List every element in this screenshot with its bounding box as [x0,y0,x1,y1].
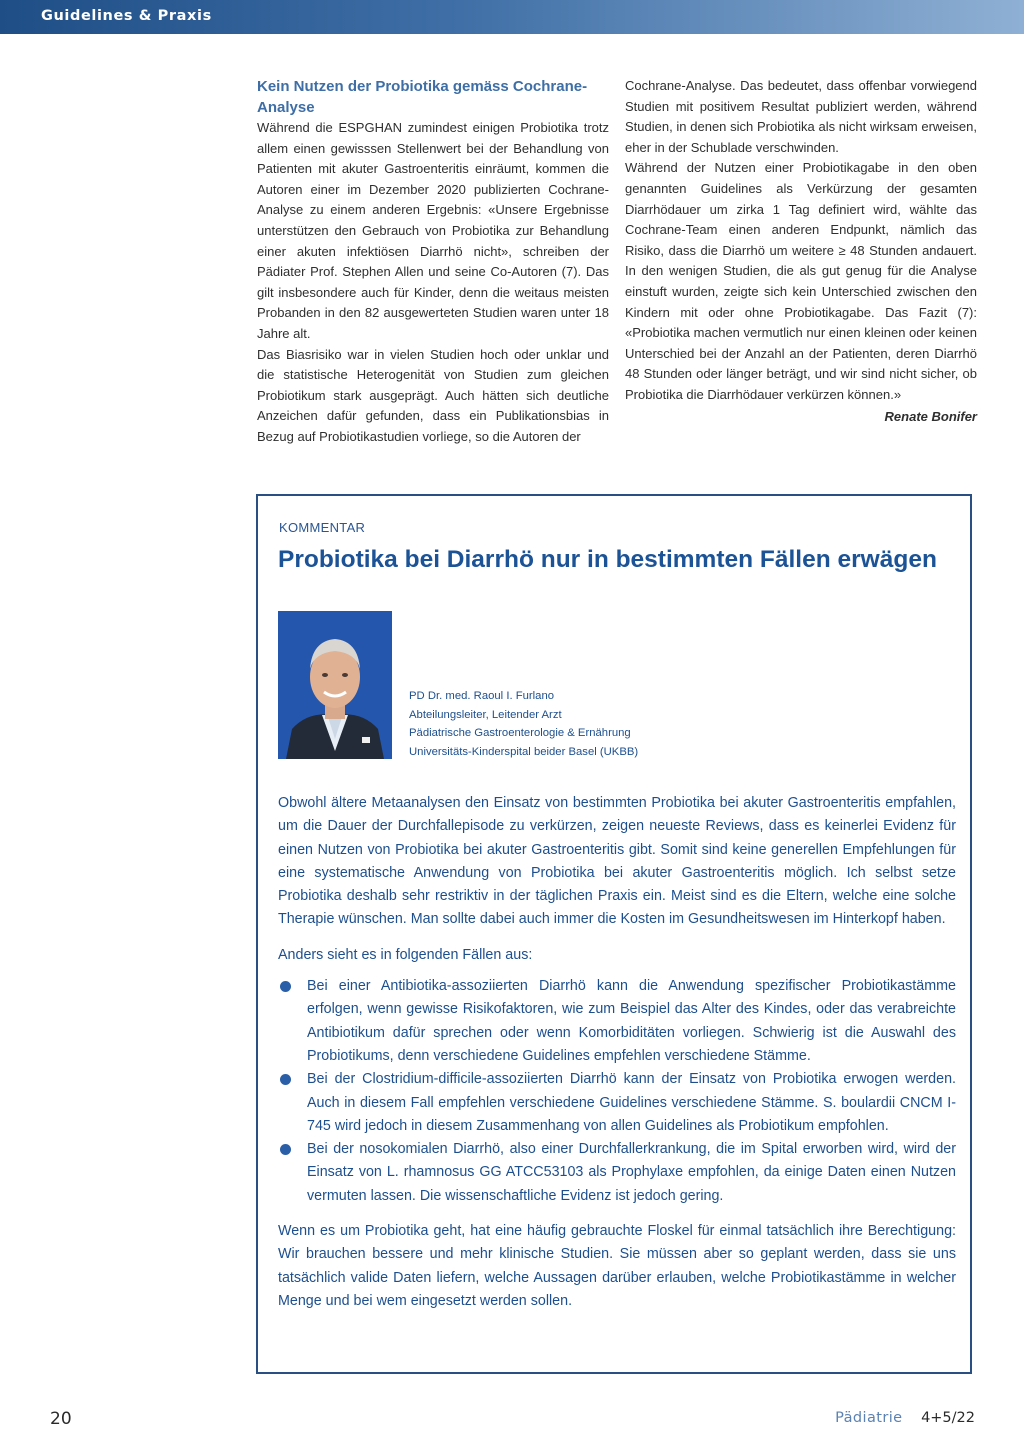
article-paragraph: Cochrane-Analyse. Das bedeutet, dass offenbar vorwiegend Studien mit positivem Resultat publiziert werden, während Studien, in denen sich Probiotika als nicht wirksam erweisen, eher in der Schublade verschwinden. [625,78,977,155]
bullet-dot-icon [280,1074,291,1085]
bullet-dot-icon [280,1144,291,1155]
commentary-intro: Obwohl ältere Metaanalysen den Einsatz von bestimmten Probiotika bei akuter Gastroenteritis empfahlen, um die Dauer der Durchfallepisode zu verkürzen, zeigen neueste Reviews, dass es keinerlei Evidenz für einen Nutzen von Probiotika bei akuter Gastroenteritis gibt. Somit sind keine generellen Empfehlungen für eine systematische Anwendung von Probiotika bei akuter Gastroenteritis möglich. Ich selbst setze Probiotika deshalb sehr restriktiv in der täglichen Praxis ein. Meist sind es die Eltern, welche eine solche Therapie wünschen. Man sollte dabei auch immer die Kosten im Gesundheitswesen im Hinterkopf haben. [278,795,956,928]
journal-footer [835,1410,975,1426]
section-title: Guidelines & Praxis [41,8,212,24]
credit-position: Abteilungsleiter, Leitender Arzt [409,708,562,721]
article-paragraph: Während die ESPGHAN zumindest einigen Probiotika trotz allem einen gewisssen Stellenwert bei der Behandlung von Patienten mit akuter Gastroenteritis einräumt, kommen die Autoren einer im Dezember 2020 publizierten Cochrane-Analyse zu einem anderen Ergebnis: «Unsere Ergebnisse unterstützen den Gebrauch von Probiotika zur Behandlung einer akuten infektiösen Diarrhö nicht», schreiben der Pädiater Prof. Stephen Allen und seine Co-Autoren (7). Das gilt insbesondere auch für Kinder, denn die weitaus meisten Probanden in den 82 ausgewerteten Studien waren unter 18 Jahre alt. [257,120,609,341]
portrait-illustration [278,611,392,759]
article-author: Renate Bonifer [884,408,977,424]
list-item [278,1138,956,1208]
list-item [278,975,956,1068]
section-header-bar [0,0,1024,34]
journal-name: Pädiatrie [835,1410,903,1426]
credit-department: Pädiatrische Gastroenterologie & Ernährung [409,727,631,739]
commentary-label: KOMMENTAR [279,520,366,535]
commentary-lead: Anders sieht es in folgenden Fällen aus: [278,946,533,963]
list-item [278,1068,956,1138]
article-column-left [257,76,609,448]
page-number: 20 [50,1409,72,1429]
article-paragraph: Während der Nutzen einer Probiotikagabe in den oben genannten Guidelines als Verkürzung der gesamten Diarrhödauer um zirka 1 Tag definiert wird, wählte das Cochrane-Team einen anderen Endpunkt, nämlich das Risiko, dass die Diarrhö um weitere ≥ 48 Stunden andauert. In den wenigen Studien, die als gut genug für die Analyse einstuft wurden, zeigte sich kein Unterschied zwischen den Kindern mit oder ohne Probiotikagabe. Das Fazit (7): «Probiotika machen vermutlich nur einen kleinen oder keinen Unterschied bei der Anzahl an der Patienten, deren Diarrhö 48 Stunden oder länger beträgt, und wir sind nicht sicher, ob Probiotika die Diarrhödauer verkürzen können.» [625,160,977,402]
journal-issue: 4+5/22 [921,1410,975,1426]
article-heading: Kein Nutzen der Probiotika gemäss Cochrane-Analyse [257,78,588,116]
commentary-closing: Wenn es um Probiotika geht, hat eine häufig gebrauchte Floskel für einmal tatsächlich ihre Berechtigung: Wir brauchen bessere und mehr klinische Studien. Sie müssen aber so geplant werden, dass sie uns tatsächlich valide Daten liefern, welche Aussagen darüber erlauben, welche Probiotikastämme in welcher Menge und bei wem eingesetzt werden sollen. [278,1223,956,1309]
credit-name: PD Dr. med. Raoul I. Furlano [409,690,555,702]
commentary-bullet-list [278,975,956,1208]
author-credit [409,687,638,761]
commentary-box [256,494,972,1374]
bullet-text: Bei einer Antibiotika-assoziierten Diarrhö kann die Anwendung spezifischer Probiotikastämme erfolgen, wenn gewisse Risikofaktoren, wie zum Beispiel das Alter des Kindes, oder das verabreichte Antibiotikum dafür sprechen oder wenn Komorbiditäten vorliegen. Schwierig ist die Auswahl des Probiotikums, denn verschiedene Guidelines empfehlen verschiedene Stämme. [307,978,956,1064]
bullet-dot-icon [280,981,291,992]
author-portrait-photo [278,611,392,759]
commentary-title: Probiotika bei Diarrhö nur in bestimmten Fällen erwägen [278,546,937,573]
bullet-text: Bei der nosokomialen Diarrhö, also einer Durchfallerkrankung, die im Spital erworben wird, wird der Einsatz von L. rhamnosus GG ATCC53103 als Prophylaxe empfohlen, da einige Daten einen Nutzen vermuten lassen. Die wissenschaftliche Evidenz ist jedoch gering. [307,1141,956,1204]
article-column-right [625,76,977,427]
bullet-text: Bei der Clostridium-difficile-assoziierten Diarrhö kann der Einsatz von Probiotika erwogen werden. Auch in diesem Fall empfehlen verschiedene Guidelines verschiedene Stämme. S. boulardii CNCM I-745 wird jedoch in diesem Zusammenhang von allen Guidelines als Probiotikum empfohlen. [307,1071,956,1134]
commentary-body [278,792,956,1313]
article-paragraph: Das Biasrisiko war in vielen Studien hoch oder unklar und die statistische Heterogenität von Studien zum gleichen Probiotikum stark ausgeprägt. Auch hätten sich deutliche Anzeichen dafür gefunden, dass ein Publikationsbias in Bezug auf Probiotikastudien vorliege, so die Autoren der [257,346,609,444]
credit-institution: Universitäts-Kinderspital beider Basel (UKBB) [409,745,639,758]
